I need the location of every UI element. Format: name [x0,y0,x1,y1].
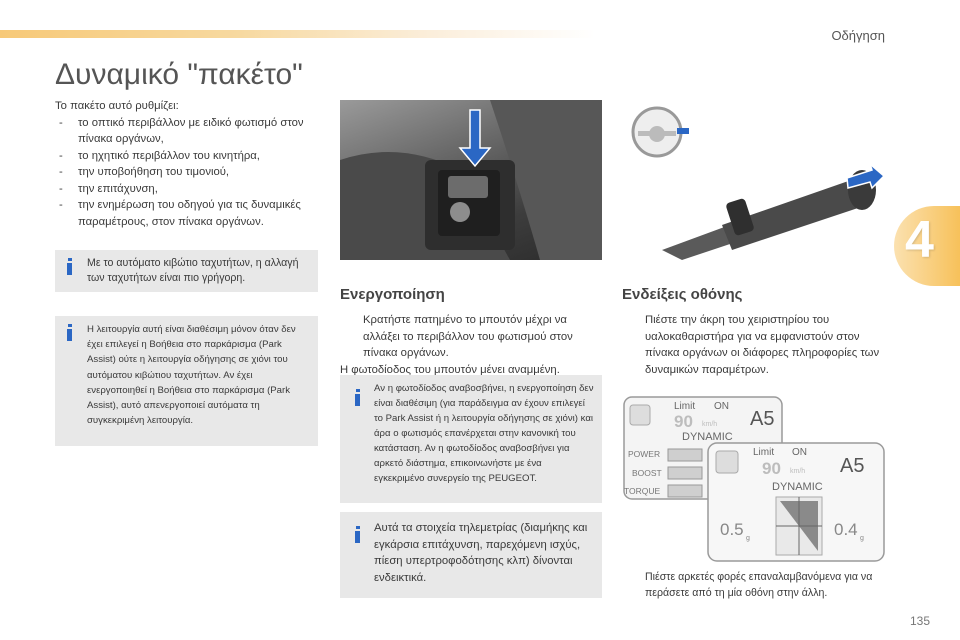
step-text: Πιέστε αρκετές φορές επαναλαμβανόμενα για να περάσετε από τη μία οθόνη στην άλλη. [645,571,873,599]
instrument-screens [622,395,888,565]
screen-front-right-value: 0.4 [834,520,858,539]
list-item [340,312,602,362]
screen-back-row: TORQUE [624,486,661,496]
step-text: Κρατήστε πατημένο το μπουτόν μέχρι να αλλάξει το περιβάλλον του φωτισμού στον πίνακα οργάνων. [363,314,573,359]
note-text: Αυτά τα στοιχεία τηλεμετρίας (διαμήκης και εγκάρσια επιτάχυνση, παρεχόμενη ισχύς, πίεση υπερτροφοδότησης κλπ) δίνονται ενδεικτικά. [374,522,588,584]
note-park-assist [55,316,318,446]
list-item: - την υποβοήθηση του τιμονιού, [55,164,323,181]
screen-back-mode: DYNAMIC [682,431,733,443]
chapter-number: 4 [905,211,934,269]
screen-front-limit: Limit [753,447,775,458]
screen-back-speed: 90 [674,412,693,431]
note-telemetry [340,512,602,598]
note-text: Με το αυτόματο κιβώτιο ταχυτήτων, η αλλαγή των ταχυτήτων είναι πιο γρήγορη. [87,257,299,284]
console-illustration [340,100,602,260]
screen-front-on: ON [792,447,807,458]
list-item: - την ενημέρωση του οδηγού για τις δυναμικές παραμέτρους, στον πίνακα οργάνων. [55,197,323,230]
step-text: Πιέστε την άκρη του χειριστηρίου του υαλοκαθαριστήρα για να εμφανιστούν στον πίνακα οργάνων οι διάφορες πληροφορίες των δυναμικών παραμέτρων. [645,314,880,376]
screen-back-row: POWER [628,449,661,459]
screen-front-unit: km/h [790,468,806,475]
screen-back-row: BOOST [632,468,662,478]
display-steps [622,312,892,378]
stalk-illustration [622,100,892,260]
page-number: 135 [909,614,930,628]
screen-front-mode: DYNAMIC [772,481,823,493]
intro-list [55,115,323,231]
page-title: Δυναμικό "πακέτο" [55,58,303,91]
intro-lead: Το πακέτο αυτό ρυθμίζει: [55,100,179,112]
screen-front [708,443,884,561]
info-icon [64,258,76,275]
note-led [340,375,602,503]
screen-front-right-unit: g [860,535,864,542]
screen-back-gear: A5 [750,408,775,430]
intro [55,98,323,230]
activation-heading: Ενεργοποίηση [340,286,445,303]
display-steps-2 [622,570,892,601]
list-item: - το οπτικό περιβάλλον με ειδικό φωτισμό στον πίνακα οργάνων, [55,115,323,148]
screen-front-speed: 90 [762,459,781,478]
screen-front-left-value: 0.5 [720,520,744,539]
screen-back-on: ON [714,401,729,412]
info-icon [64,324,76,341]
info-icon [352,526,364,543]
list-item [622,570,892,601]
header-band [0,30,960,38]
list-item: - το ηχητικό περιβάλλον του κινητήρα, [55,148,323,165]
screen-front-left-unit: g [746,535,750,542]
info-icon [352,389,364,406]
screens-illustration [622,395,888,565]
note-text: Η λειτουργία αυτή είναι διαθέσιμη μόνον όταν δεν έχει επιλεγεί η Βοήθεια στο παρκάρισμα (Park Assist) ούτε η λειτουργία οδήγησης σε χιόνι του αυτόματου κιβώτιου ταχυτήτων. Αν έχει ενεργοποιηθεί η Βοήθεια στο παρκάρισμα (Park Assist), αυτό απενεργοποιεί αυτόματα τη συγκεκριμένη λειτουργία. [87,324,296,427]
list-item: - την επιτάχυνση, [55,181,323,198]
screen-back-limit: Limit [674,401,696,412]
section-name: Οδήγηση [831,28,885,43]
activation-steps [340,312,602,378]
list-item [622,312,892,378]
console-photo [340,100,602,260]
stalk-photo [622,100,892,260]
steering-wheel-icon [633,108,689,156]
activation-after: Η φωτοδίοδος του μπουτόν μένει αναμμένη. [340,363,560,376]
screen-front-gear: A5 [840,455,865,477]
display-heading: Ενδείξεις οθόνης [622,286,743,303]
note-automatic-gearbox [55,250,318,292]
screen-back-unit: km/h [702,421,718,428]
note-text: Αν η φωτοδίοδος αναβοσβήνει, η ενεργοποίηση δεν είναι διαθέσιμη (για παράδειγμα αν έχουν επιλεγεί το Park Assist ή η λειτουργία οδήγησης σε χιόνι) και άρα ο φωτισμός επανέρχεται στην κανονική του κατάσταση. Αν η φωτοδίοδος αναβοσβήνει για αρκετό διάστημα, επικοινωνήστε με ένα εγκεκριμένο συνεργείο της PEUGEOT. [374,383,594,484]
arrow-down-icon [460,110,490,166]
